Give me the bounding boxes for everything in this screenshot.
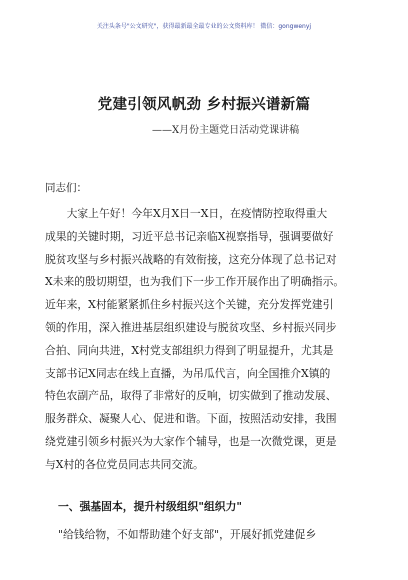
paragraph-line: 脱贫攻坚与乡村振兴战略的有效衔接，这充分体现了总书记对 (45, 252, 337, 266)
document-subtitle: ——X月份主题党日活动党课讲稿 (152, 125, 300, 136)
paragraph-line: 绕党建引领乡村振兴为大家作个辅导，也是一次微党课，更是 (45, 434, 337, 448)
paragraph-line: 支部书记X同志在线上直播，为吊瓜代言，向全国推介X镇的 (45, 366, 331, 380)
section-first-line: "给钱给物，不如帮助建个好支部"，开展好抓党建促乡 (58, 528, 317, 541)
greeting: 同志们： (45, 182, 87, 194)
paragraph-line: 合拍、同向共进，X村党支部组织力得到了明显提升，尤其是 (45, 343, 334, 357)
paragraph-line: 成果的关键时期，习近平总书记亲临X视察指导，强调要做好 (45, 229, 334, 243)
document-title: 党建引领风帆劲 乡村振兴谱新篇 (97, 97, 311, 113)
paragraph-line: X未来的殷切期望，也为我们下一步工作开展作出了明确指示。 (45, 275, 345, 289)
paragraph-line: 领的作用，深入推进基层组织建设与脱贫攻坚、乡村振兴同步 (45, 320, 337, 334)
paragraph-line: 特色农副产品，取得了非常好的反响，切实做到了推动发展、 (45, 389, 337, 403)
paragraph-line: 服务群众、凝聚人心、促进和谐。下面，按照活动安排，我围 (45, 412, 337, 426)
paragraph-line: 大家上午好！今年X月X日一X日，在疫情防控取得重大 (45, 207, 328, 220)
paragraph-line: 近年来，X村能紧紧抓住乡村振兴这个关键，充分发挥党建引 (45, 298, 334, 312)
opening-paragraph (45, 203, 361, 477)
section-heading: 一、强基固本，提升村级组织"组织力" (58, 500, 242, 513)
header-note: 关注头条号"公文研究"，获得最新最全最专业的公文资料库！ 微信：gongwenyj (96, 23, 312, 30)
paragraph-line: 与X村的各位党员同志共同交流。 (45, 457, 204, 471)
